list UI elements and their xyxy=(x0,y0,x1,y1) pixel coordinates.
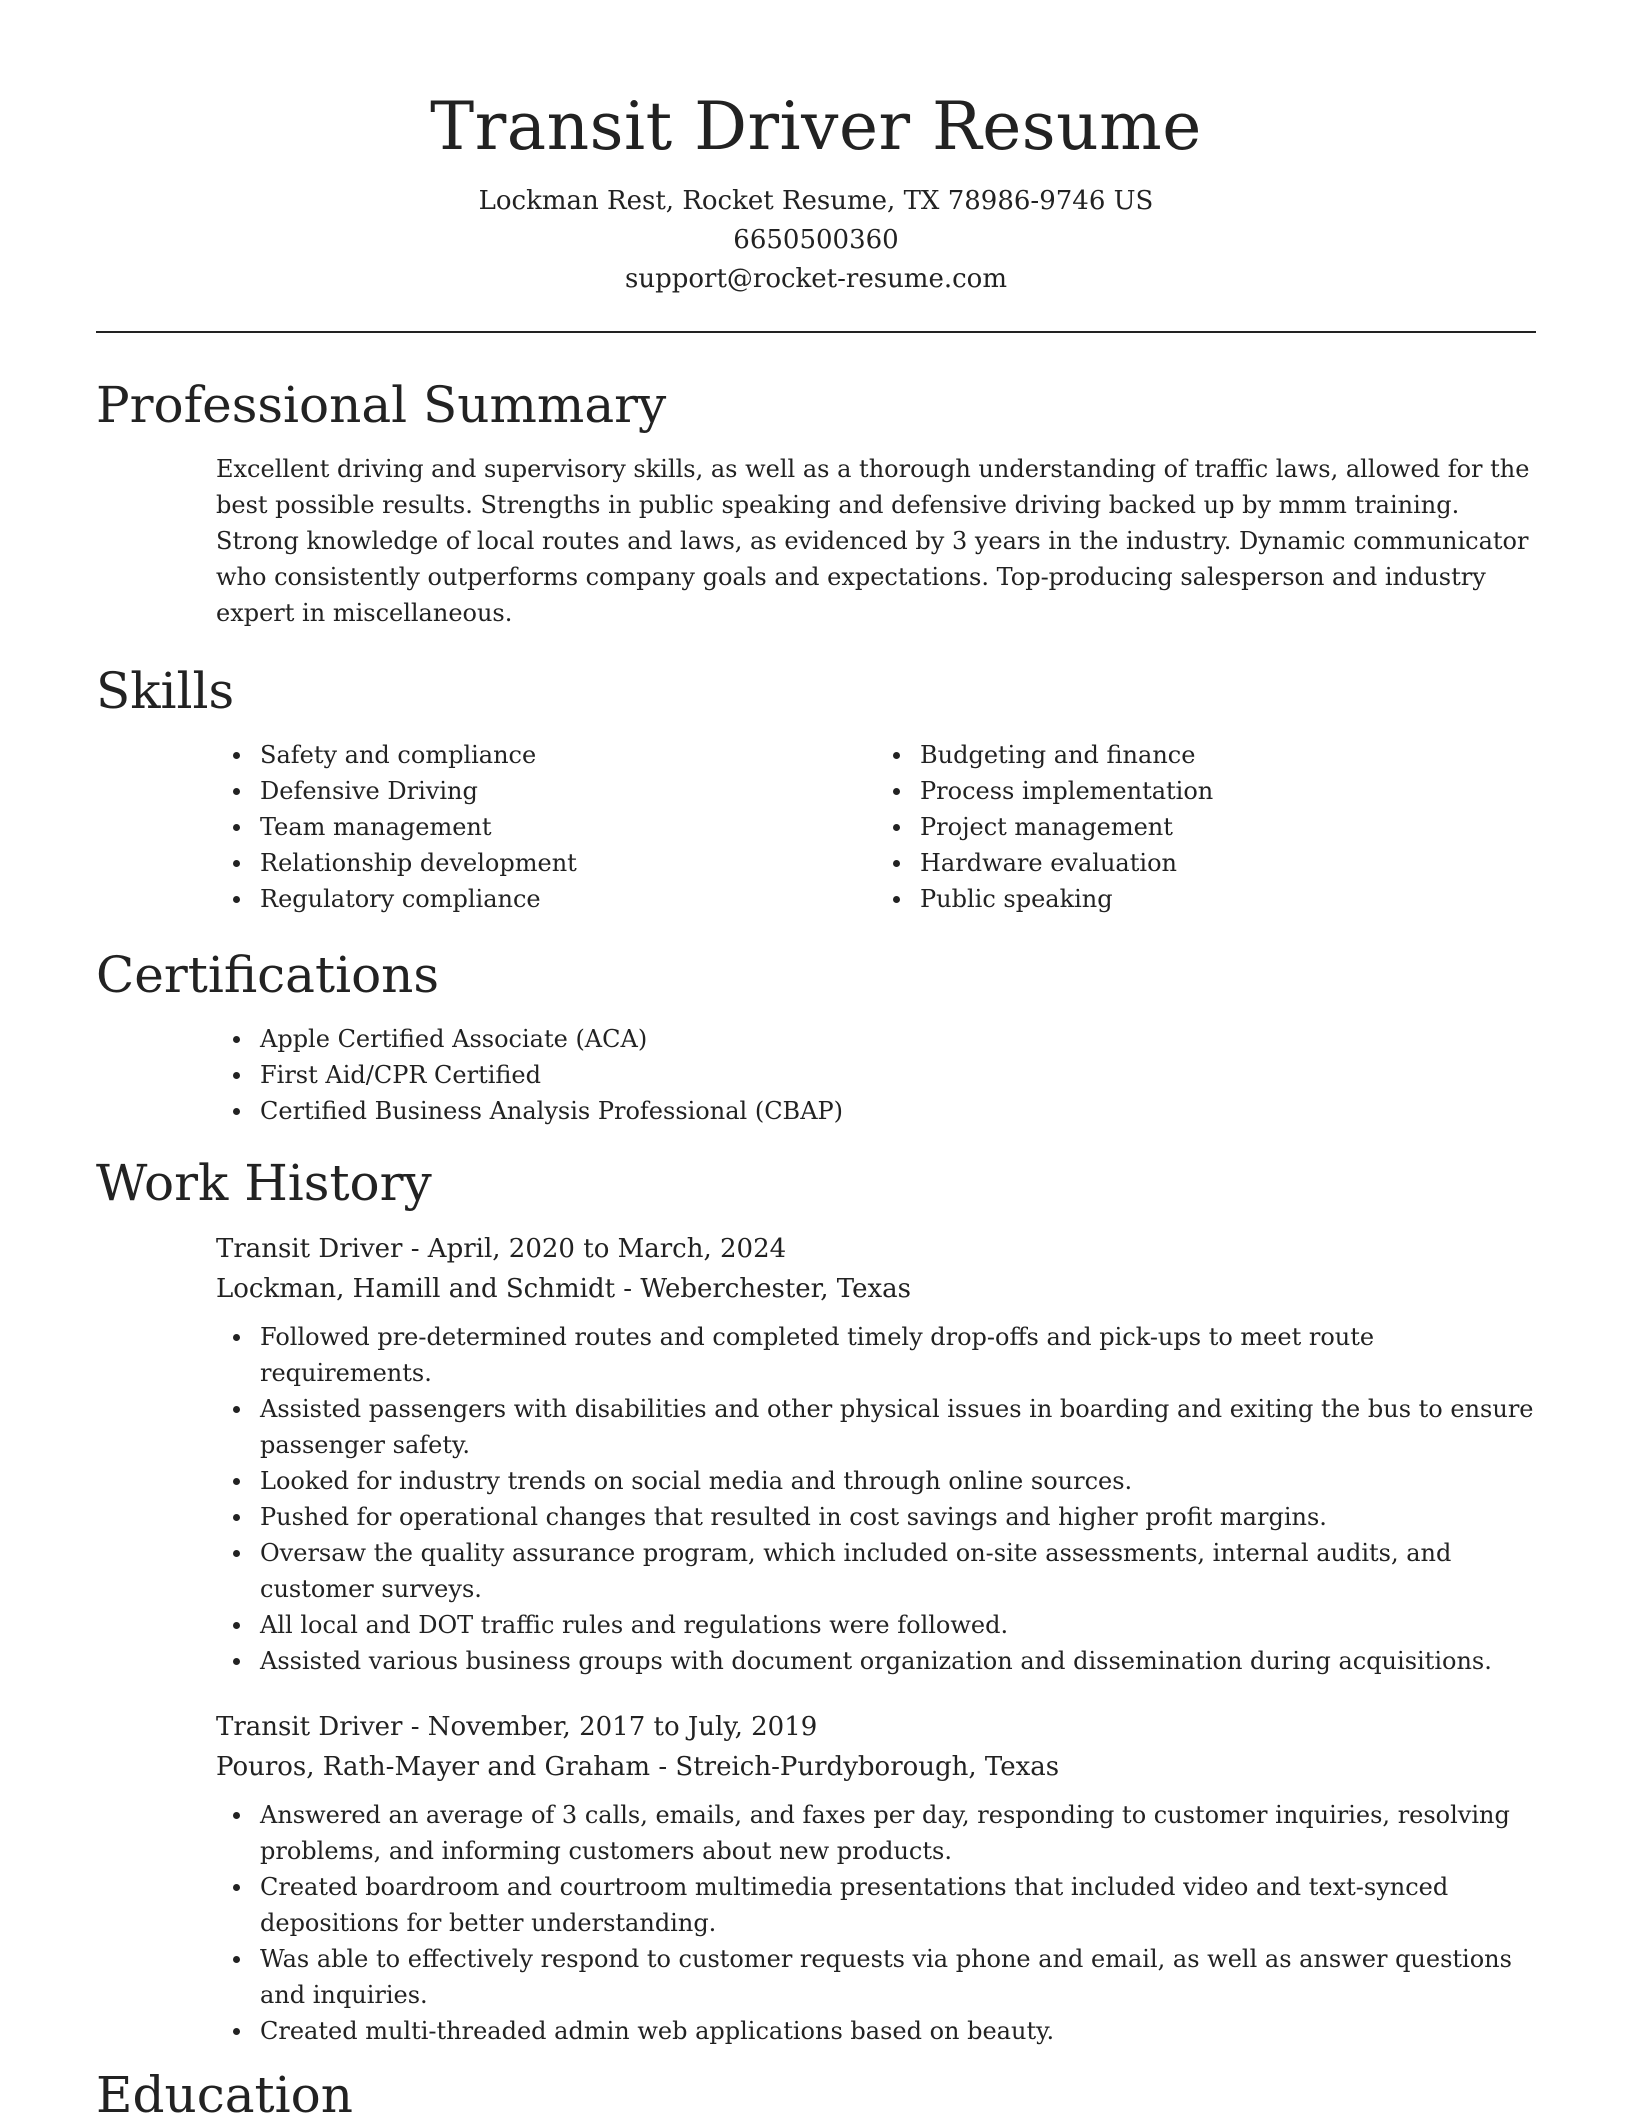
certifications-list xyxy=(216,1021,1536,1129)
skills-list-left xyxy=(216,737,876,917)
job-dates: - November, 2017 to July, 2019 xyxy=(402,1712,818,1742)
job-bullet: Oversaw the quality assurance program, which included on-site assessments, internal audits, and customer surveys. xyxy=(260,1535,1536,1607)
job-bullet: All local and DOT traffic rules and regulations were followed. xyxy=(260,1607,1536,1643)
job-bullet: Pushed for operational changes that resulted in cost savings and higher profit margins. xyxy=(260,1499,1536,1535)
job-company-line xyxy=(216,1747,1536,1787)
certification-item: Certified Business Analysis Professional (CBAP) xyxy=(260,1093,1536,1129)
job-location: - Streich-Purdyborough, Texas xyxy=(650,1752,1060,1782)
section-heading: Certifications xyxy=(96,946,440,1004)
header-divider xyxy=(96,331,1536,333)
job-bullets xyxy=(216,1797,1536,2049)
skills-section xyxy=(96,659,1536,917)
job-bullet: Was able to effectively respond to customer requests via phone and email, as well as answer questions and inquiries. xyxy=(260,1941,1536,2013)
job-bullet: Followed pre-determined routes and completed timely drop-offs and pick-ups to meet route requirements. xyxy=(260,1319,1536,1391)
skill-item: Relationship development xyxy=(260,845,876,881)
resume-page xyxy=(96,0,1536,2127)
work-history-section xyxy=(96,1151,1536,2049)
section-heading: Work History xyxy=(96,1154,432,1212)
job-title-line xyxy=(216,1707,1536,1747)
job-entry xyxy=(216,1229,1536,1679)
contact-address: Lockman Rest, Rocket Resume, TX 78986-9746 US xyxy=(478,186,1154,216)
job-location: - Weberchester, Texas xyxy=(615,1274,911,1304)
job-company-line xyxy=(216,1269,1536,1309)
summary-text: Excellent driving and supervisory skills, as well as a thorough understanding of traffic laws, allowed for the best possible results. Strengths in public speaking and defensive driving backed up by mmm training. Strong knowledge of local routes and laws, as evidenced by 3 years in the industry. Dynamic communicator who consistently outperforms company goals and expectations. Top-producing salesperson and industry expert in miscellaneous. xyxy=(216,455,1530,627)
section-heading: Professional Summary xyxy=(96,376,667,434)
education-section xyxy=(96,2063,1536,2127)
job-bullet: Assisted various business groups with document organization and dissemination during acquisitions. xyxy=(260,1643,1536,1679)
skill-item: Hardware evaluation xyxy=(920,845,1536,881)
skill-item: Project management xyxy=(920,809,1536,845)
job-title-line xyxy=(216,1229,1536,1269)
job-bullet: Answered an average of 3 calls, emails, and faxes per day, responding to customer inquiries, resolving problems, and informing customers about new products. xyxy=(260,1797,1536,1869)
job-bullets xyxy=(216,1319,1536,1679)
certification-item: First Aid/CPR Certified xyxy=(260,1057,1536,1093)
job-bullet: Looked for industry trends on social media and through online sources. xyxy=(260,1463,1536,1499)
job-title: Transit Driver xyxy=(216,1712,403,1742)
skill-item: Public speaking xyxy=(920,881,1536,917)
job-company: Lockman, Hamill and Schmidt xyxy=(216,1274,616,1304)
skills-columns xyxy=(216,737,1536,917)
section-heading: Skills xyxy=(96,662,235,720)
skill-item: Team management xyxy=(260,809,876,845)
contact-email: support@rocket-resume.com xyxy=(624,264,1007,294)
job-bullet: Assisted passengers with disabilities and other physical issues in boarding and exiting the bus to ensure passenger safety. xyxy=(260,1391,1536,1463)
certification-item: Apple Certified Associate (ACA) xyxy=(260,1021,1536,1057)
section-heading: Education xyxy=(96,2066,353,2124)
job-dates: - April, 2020 to March, 2024 xyxy=(402,1234,787,1264)
job-bullet: Created multi-threaded admin web applications based on beauty. xyxy=(260,2013,1536,2049)
skill-item: Defensive Driving xyxy=(260,773,876,809)
skill-item: Safety and compliance xyxy=(260,737,876,773)
contact-phone: 6650500360 xyxy=(733,225,899,255)
resume-title: Transit Driver Resume xyxy=(430,88,1202,165)
skill-item: Process implementation xyxy=(920,773,1536,809)
skill-item: Budgeting and finance xyxy=(920,737,1536,773)
contact-info xyxy=(96,182,1536,299)
certifications-section xyxy=(96,943,1536,1129)
professional-summary-section xyxy=(96,373,1536,631)
job-title: Transit Driver xyxy=(216,1234,403,1264)
job-company: Pouros, Rath-Mayer and Graham xyxy=(216,1752,651,1782)
job-bullet: Created boardroom and courtroom multimedia presentations that included video and text-synced depositions for better understanding. xyxy=(260,1869,1536,1941)
skill-item: Regulatory compliance xyxy=(260,881,876,917)
job-entry xyxy=(216,1707,1536,2049)
skills-list-right xyxy=(876,737,1536,917)
